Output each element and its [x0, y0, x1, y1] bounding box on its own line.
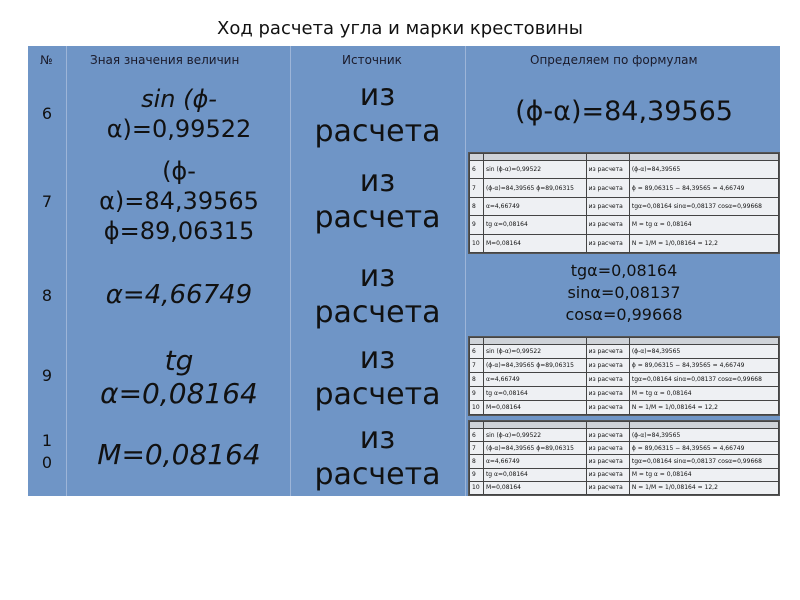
source-line: из	[359, 341, 396, 376]
mini-table-cell: 9	[470, 216, 484, 234]
value-line: α)=84,39565	[99, 187, 259, 215]
mini-table-cell: M = tg α = 0,08164	[629, 216, 778, 234]
mini-table-cell: M=0,08164	[483, 401, 586, 415]
source-line: расчета	[314, 295, 441, 330]
mini-table-row	[470, 338, 779, 345]
mini-table-cell: 9	[470, 468, 484, 481]
value-line: (ϕ-	[162, 157, 196, 185]
mini-table-cell: tgα=0,08164 sinα=0,08137 cosα=0,99668	[629, 373, 778, 387]
mini-table-cell	[586, 338, 629, 345]
mini-table-cell: α=4,66749	[483, 197, 586, 215]
mini-table-cell: tg α=0,08164	[483, 387, 586, 401]
source-line: из	[359, 164, 396, 199]
mini-table-row	[470, 161, 779, 179]
mini-table-cell: из расчета	[586, 429, 629, 442]
mini-table-cell	[470, 154, 484, 161]
row-value: α=4,66749	[105, 280, 253, 310]
mini-table-cell: 8	[470, 455, 484, 468]
mini-table-cell: 8	[470, 197, 484, 215]
mini-table-cell: N = 1/M = 1/0,08164 = 12,2	[629, 234, 778, 252]
mini-table-cell: M=0,08164	[483, 481, 586, 494]
row-source	[290, 341, 465, 413]
mini-table-row	[470, 216, 779, 234]
source-line: из	[359, 421, 396, 456]
mini-table-row	[470, 387, 779, 401]
mini-table-row	[470, 429, 779, 442]
source-line: из	[359, 78, 396, 113]
table-header	[28, 46, 780, 74]
table-row	[28, 254, 780, 334]
mini-table-cell: 10	[470, 401, 484, 415]
mini-table-cell: из расчета	[586, 468, 629, 481]
mini-table-cell: 7	[470, 442, 484, 455]
row-value	[68, 84, 290, 144]
row-value	[68, 344, 290, 410]
mini-table-row	[470, 455, 779, 468]
mini-table-row	[470, 234, 779, 252]
value-line: α=0,08164	[100, 377, 258, 410]
mini-table-cell: (ϕ-α)=84,39565	[629, 161, 778, 179]
source-line: расчета	[314, 457, 441, 492]
mini-table-cell: 10	[470, 234, 484, 252]
result-line: sinα=0,08137	[567, 283, 681, 302]
mini-table-cell: (ϕ-α)=84,39565	[629, 345, 778, 359]
mini-table-cell	[483, 338, 586, 345]
header-known: Зная значения величин	[90, 53, 240, 67]
mini-table-cell: α=4,66749	[483, 455, 586, 468]
mini-table-cell: tg α=0,08164	[483, 216, 586, 234]
value-line: α)=0,99522	[106, 115, 252, 143]
row-number: 9	[41, 366, 53, 385]
row-source	[290, 421, 465, 493]
mini-table-cell	[470, 422, 484, 429]
mini-table-cell: 9	[470, 387, 484, 401]
mini-table-cell: N = 1/M = 1/0,08164 = 12,2	[629, 481, 778, 494]
mini-table-cell: 6	[470, 429, 484, 442]
mini-table-cell	[483, 154, 586, 161]
page-title: Ход расчета угла и марки крестовины	[217, 18, 583, 39]
mini-table-cell: из расчета	[586, 216, 629, 234]
mini-table-row	[470, 179, 779, 197]
mini-table-cell	[483, 422, 586, 429]
mini-table-row	[470, 401, 779, 415]
row-value: M=0,08164	[97, 438, 261, 471]
mini-table-cell: M=0,08164	[483, 234, 586, 252]
mini-table-cell: (ϕ-α)=84,39565 ϕ=89,06315	[483, 442, 586, 455]
result-line: cosα=0,99668	[565, 305, 683, 324]
row-source	[290, 164, 465, 236]
mini-table	[469, 337, 779, 415]
row-number: 8	[41, 286, 53, 305]
row-result: (ϕ-α)=84,39565	[515, 96, 733, 127]
mini-table-cell: 10	[470, 481, 484, 494]
mini-table-cell: 6	[470, 345, 484, 359]
row-result	[468, 260, 780, 326]
mini-table-cell: sin (ϕ-α)=0,99522	[483, 429, 586, 442]
mini-table-row	[470, 359, 779, 373]
reference-table-thumbnail	[468, 152, 780, 254]
row-number: 6	[41, 104, 53, 123]
table-row	[28, 76, 780, 151]
reference-table-thumbnail	[468, 336, 780, 416]
mini-table-row	[470, 345, 779, 359]
mini-table-row	[470, 422, 779, 429]
mini-table-cell: tgα=0,08164 sinα=0,08137 cosα=0,99668	[629, 197, 778, 215]
mini-table	[469, 153, 779, 253]
row-number: 7	[41, 192, 53, 211]
mini-table-cell: (ϕ-α)=84,39565	[629, 429, 778, 442]
mini-table-cell: M = tg α = 0,08164	[629, 468, 778, 481]
header-num: №	[40, 53, 53, 67]
mini-table-cell: из расчета	[586, 373, 629, 387]
mini-table-cell: из расчета	[586, 481, 629, 494]
source-line: расчета	[314, 200, 441, 235]
mini-table-row	[470, 197, 779, 215]
value-line: sin (ϕ-	[141, 85, 217, 113]
mini-table-cell: 6	[470, 161, 484, 179]
row-source	[290, 78, 465, 150]
result-line: tgα=0,08164	[570, 261, 678, 280]
mini-table-cell	[629, 338, 778, 345]
value-line: tg	[164, 344, 194, 377]
row-value	[68, 156, 290, 246]
mini-table-cell: из расчета	[586, 234, 629, 252]
mini-table-cell: α=4,66749	[483, 373, 586, 387]
mini-table-row	[470, 373, 779, 387]
calculation-table	[28, 46, 780, 496]
row-source	[290, 259, 465, 331]
mini-table-row	[470, 442, 779, 455]
header-formulas: Определяем по формулам	[530, 53, 698, 67]
mini-table-cell: 8	[470, 373, 484, 387]
mini-table-cell	[629, 422, 778, 429]
mini-table-row	[470, 154, 779, 161]
mini-table-cell: (ϕ-α)=84,39565 ϕ=89,06315	[483, 179, 586, 197]
mini-table-cell: sin (ϕ-α)=0,99522	[483, 345, 586, 359]
mini-table-cell: из расчета	[586, 197, 629, 215]
mini-table-cell: из расчета	[586, 359, 629, 373]
mini-table-cell: sin (ϕ-α)=0,99522	[483, 161, 586, 179]
mini-table-cell: N = 1/M = 1/0,08164 = 12,2	[629, 401, 778, 415]
source-line: расчета	[314, 114, 441, 149]
mini-table-cell: из расчета	[586, 345, 629, 359]
mini-table-row	[470, 468, 779, 481]
source-line: из	[359, 259, 396, 294]
mini-table-cell: из расчета	[586, 161, 629, 179]
mini-table-cell: (ϕ-α)=84,39565 ϕ=89,06315	[483, 359, 586, 373]
source-line: расчета	[314, 377, 441, 412]
mini-table-cell: ϕ = 89,06315 − 84,39565 = 4,66749	[629, 442, 778, 455]
mini-table-cell: 7	[470, 359, 484, 373]
mini-table-cell: tg α=0,08164	[483, 468, 586, 481]
value-line: ϕ=89,06315	[103, 217, 255, 245]
reference-table-thumbnail	[468, 420, 780, 496]
mini-table-cell: ϕ = 89,06315 − 84,39565 = 4,66749	[629, 179, 778, 197]
row-number: 1 0	[41, 431, 53, 472]
mini-table-cell: из расчета	[586, 179, 629, 197]
mini-table-cell	[586, 154, 629, 161]
mini-table-cell	[470, 338, 484, 345]
mini-table-cell: из расчета	[586, 455, 629, 468]
mini-table-cell: M = tg α = 0,08164	[629, 387, 778, 401]
mini-table-cell: из расчета	[586, 401, 629, 415]
mini-table-cell	[586, 422, 629, 429]
header-source: Источник	[342, 53, 402, 67]
mini-table	[469, 421, 779, 495]
mini-table-cell: tgα=0,08164 sinα=0,08137 cosα=0,99668	[629, 455, 778, 468]
mini-table-cell: 7	[470, 179, 484, 197]
mini-table-cell: из расчета	[586, 442, 629, 455]
mini-table-cell	[629, 154, 778, 161]
mini-table-cell: из расчета	[586, 387, 629, 401]
mini-table-row	[470, 481, 779, 494]
mini-table-cell: ϕ = 89,06315 − 84,39565 = 4,66749	[629, 359, 778, 373]
